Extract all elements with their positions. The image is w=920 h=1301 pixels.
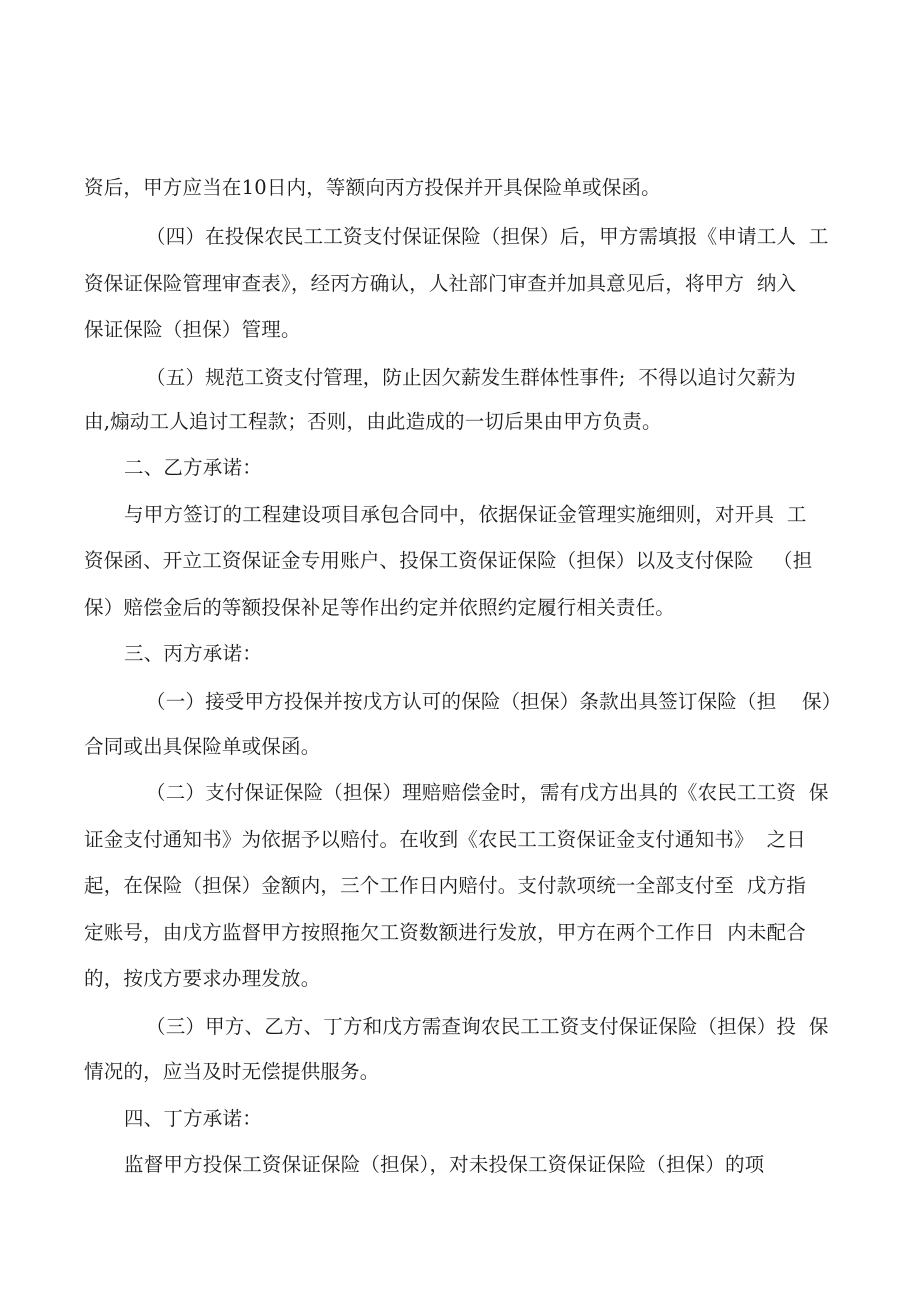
text-line: 资保函、开立工资保证金专用账户、投保工资保证保险（担保）以及支付保险 （担 [84, 549, 813, 572]
text-line: （一）接受甲方投保并按戊方认可的保险（担保）条款出具签订保险（担 保） [146, 690, 842, 713]
section-heading: 三、丙方承诺： [124, 642, 262, 665]
section-heading: 二、乙方承诺： [124, 456, 262, 479]
text-line: 保证保险（担保）管理。 [84, 318, 301, 341]
text-line: 由,煽动工人追讨工程款；否则，由此造成的一切后果由甲方负责。 [84, 410, 662, 433]
text-line: 定账号，由戊方监督甲方按照拖欠工资数额进行发放，甲方在两个工作日 内未配合 [84, 921, 806, 944]
text-line: 与甲方签订的工程建设项目承包合同中，依据保证金管理实施细则，对开具 工 [124, 503, 807, 526]
text-line: 资后，甲方应当在10日内，等额向丙方投保并开具保险单或保函。 [84, 176, 661, 199]
text-line: （四）在投保农民工工资支付保证保险（担保）后，甲方需填报《申请工人 工 [146, 225, 829, 248]
text-line: 证金支付通知书》为依据予以赔付。在收到《农民工工资保证金支付通知书》 之日 [84, 828, 806, 851]
text-line: 资保证保险管理审查表》，经丙方确认，人社部门审查并加具意见后，将甲方 纳入 [84, 272, 797, 295]
text-line: 的，按戊方要求办理发放。 [84, 967, 321, 990]
text-line: 情况的，应当及时无偿提供服务。 [84, 1060, 380, 1083]
section-heading: 四、丁方承诺： [124, 1107, 262, 1130]
text-line: 合同或出具保险单或保函。 [84, 735, 321, 758]
text-line: （五）规范工资支付管理，防止因欠薪发生群体性事件; 不得以追讨欠薪为 [146, 366, 796, 389]
text-line: 起，在保险（担保）金额内，三个工作日内赔付。支付款项统一全部支付至 戊方指 [84, 874, 806, 897]
text-line: 保）赔偿金后的等额投保补足等作出约定并依照约定履行相关责任。 [84, 596, 676, 619]
text-line: （二）支付保证保险（担保）理赔赔偿金时，需有戊方出具的《农民工工资 保 [146, 781, 829, 804]
text-line: 监督甲方投保工资保证保险（担保），对未投保工资保证保险（担保）的项 [124, 1153, 765, 1176]
text-line: （三）甲方、乙方、丁方和戊方需查询农民工工资支付保证保险（担保）投 保 [146, 1015, 829, 1038]
